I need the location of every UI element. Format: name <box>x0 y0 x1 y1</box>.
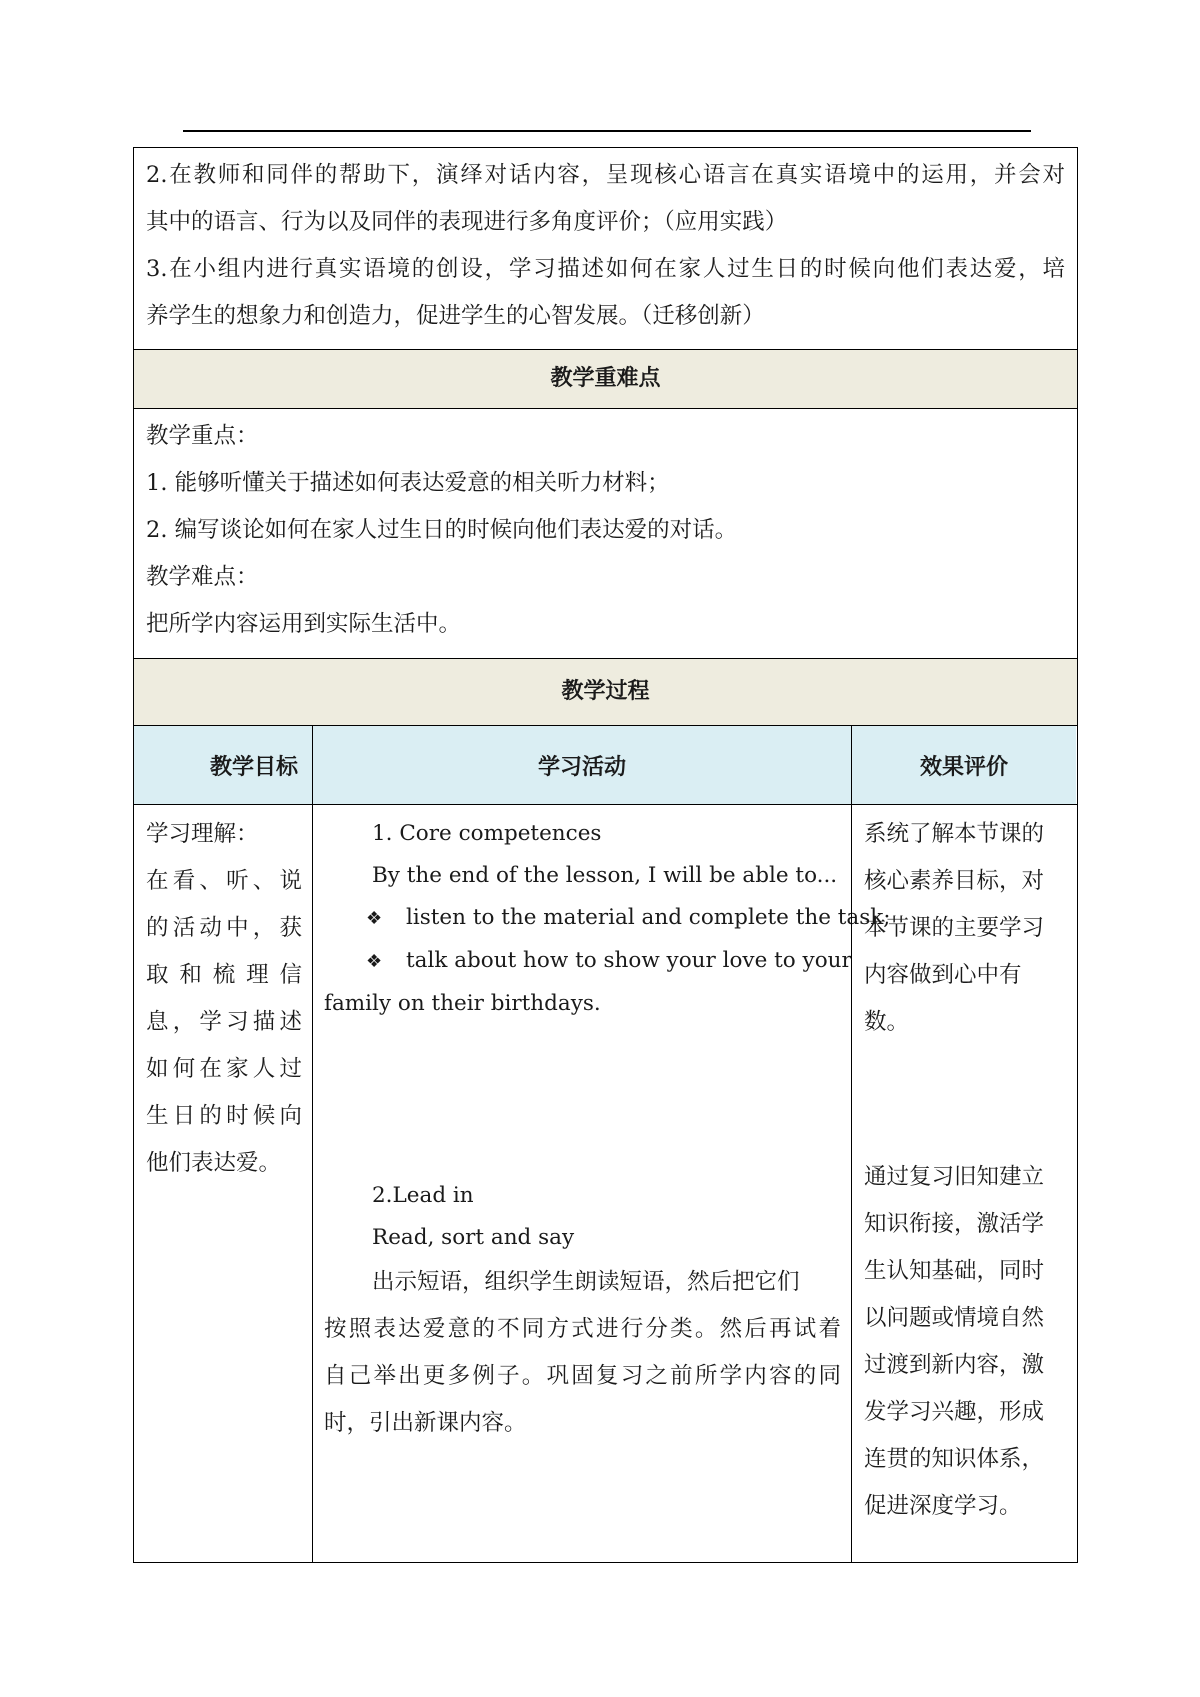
objectives-continued-row <box>134 148 1077 349</box>
difficulty-item-1: 把所学内容运用到实际生活中。 <box>146 611 462 637</box>
activity-2-line: 自己举出更多例子。巩固复习之前所学内容的同 <box>324 1363 841 1389</box>
key-points-header <box>134 349 1077 408</box>
activity-2-title: 2.Lead in <box>372 1183 474 1208</box>
evaluation-1-line: 系统了解本节课的 <box>864 821 1045 847</box>
focus-label: 教学重点： <box>146 423 259 449</box>
focus-item-2: 2. 编写谈论如何在家人过生日的时候向他们表达爱的对话。 <box>146 517 738 543</box>
diamond-bullet-icon: ❖ <box>366 908 383 929</box>
activity-2-subtitle: Read, sort and say <box>372 1225 575 1250</box>
goal-line: 他们表达爱。 <box>146 1150 282 1176</box>
activity-2-line: 时，引出新课内容。 <box>324 1410 527 1436</box>
evaluation-1-line: 本节课的主要学习 <box>864 915 1045 941</box>
goal-line: 如何在家人过 <box>146 1056 302 1082</box>
goal-cell <box>134 805 312 1562</box>
evaluation-2-line: 知识衔接，激活学 <box>864 1211 1045 1237</box>
activity-cell <box>312 805 891 1562</box>
process-title: 教学过程 <box>561 678 650 704</box>
evaluation-2-line: 发学习兴趣，形成 <box>864 1399 1045 1425</box>
objective-3-line-2: 养学生的想象力和创造力，促进学生的心智发展。（迁移创新） <box>146 303 765 329</box>
goal-line: 生日的时候向 <box>146 1103 302 1129</box>
evaluation-2-line: 生认知基础，同时 <box>864 1258 1045 1284</box>
process-column-headers <box>134 725 1077 804</box>
column-header-goal: 教学目标 <box>134 726 312 804</box>
key-points-title: 教学重难点 <box>550 365 661 391</box>
activity-2-line: 按照表达爱意的不同方式进行分类。然后再试着 <box>324 1316 841 1342</box>
activity-1-title: 1. Core competences <box>372 821 602 846</box>
activity-1-intro: By the end of the lesson, I will be able to... <box>372 863 838 888</box>
goal-line: 的活动中，获 <box>146 915 302 941</box>
objective-3-line-1: 3.在小组内进行真实语境的创设，学习描述如何在家人过生日的时候向他们表达爱，培 <box>146 256 1065 282</box>
activity-1-bullet-2: ❖ talk about how to show your love to your <box>324 940 841 983</box>
objective-2-line-2: 其中的语言、行为以及同伴的表现进行多角度评价；（应用实践） <box>146 209 788 235</box>
evaluation-2-line: 通过复习旧知建立 <box>864 1164 1045 1190</box>
activity-1-bullet-1: ❖ listen to the material and complete the task; <box>324 897 841 940</box>
focus-item-1: 1. 能够听懂关于描述如何表达爱意的相关听力材料； <box>146 470 670 496</box>
key-points-content <box>134 408 1077 658</box>
goal-line: 取和梳理信 <box>146 962 302 988</box>
goal-line: 息，学习描述 <box>146 1009 302 1035</box>
objective-2-line-1: 2.在教师和同伴的帮助下，演绎对话内容，呈现核心语言在真实语境中的运用，并会对 <box>146 162 1065 188</box>
activity-1-bullet-2-cont: family on their birthdays. <box>324 991 601 1016</box>
difficulty-label: 教学难点： <box>146 564 259 590</box>
evaluation-2-line: 促进深度学习。 <box>864 1493 1022 1519</box>
lesson-plan-table <box>133 147 1078 1563</box>
process-header <box>134 658 1077 725</box>
evaluation-2-line: 连贯的知识体系， <box>864 1446 1045 1472</box>
evaluation-2-line: 过渡到新内容，激 <box>864 1352 1045 1378</box>
header-rule <box>183 130 1031 132</box>
evaluation-1-line: 核心素养目标，对 <box>864 868 1045 894</box>
evaluation-cell <box>851 805 1076 1562</box>
column-header-activity: 学习活动 <box>312 726 851 804</box>
goal-line: 在看、听、说 <box>146 868 302 894</box>
diamond-bullet-icon: ❖ <box>366 951 383 972</box>
goal-label: 学习理解： <box>146 821 259 847</box>
activity-2-line: 出示短语，组织学生朗读短语，然后把它们 <box>372 1269 800 1295</box>
process-body-row <box>134 804 1077 1562</box>
evaluation-1-line: 数。 <box>864 1009 910 1035</box>
column-header-evaluation: 效果评价 <box>851 726 1076 804</box>
evaluation-1-line: 内容做到心中有 <box>864 962 1022 988</box>
evaluation-2-line: 以问题或情境自然 <box>864 1305 1045 1331</box>
